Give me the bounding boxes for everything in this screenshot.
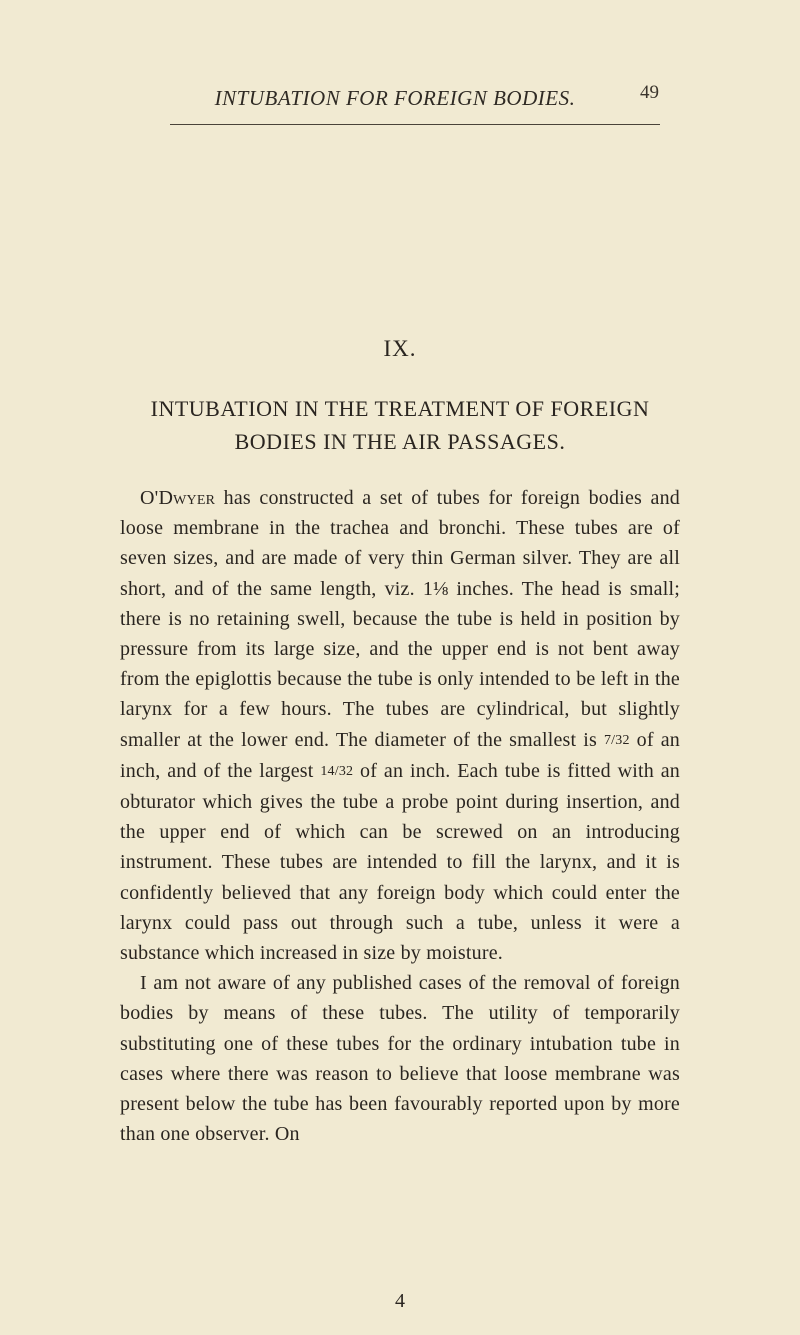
paragraph-2: I am not aware of any published cases of the removal of foreign bodies by means of these tubes. The utility of temporarily substituting one of these tubes for the ordinary intubation tube in cases where there was reason to believe that loose membrane was present below the tube has been favourably reported upon by more than one observer. On [120,972,680,1146]
header-rule [170,124,660,125]
chapter-title-line-2: BODIES IN THE AIR PASSAGES. [234,429,566,454]
body-text [120,483,680,1149]
page-number: 49 [640,82,659,103]
paragraph-1-part-c: of an inch, and of the largest [120,728,680,782]
smallest-diameter: 7/32 [603,732,630,748]
running-title: INTUBATION FOR FOREIGN BODIES. [214,86,576,110]
chapter-title [120,392,680,458]
paragraph-1-part-d: of an inch. Each tube is fitted with an obturator which gives the tube a probe point during insertion, and the upper end of which can be screwed on an introducing instrument. These tubes are intended to fill the larynx, and it is confidently believed that any foreign body which could enter the larynx could pass out through such a tube, unless it were a substance which increased in size by moisture. [120,759,680,965]
paragraph-1 [120,483,680,968]
chapter-number: IX. [383,336,417,361]
author-name: O'Dwyer [140,487,216,509]
paragraph-1-part-b: inches. The head is small; there is no retaining swell, because the tube is held in position by pressure from its large size, and the upper end is not bent away from the epiglottis because the tube is only intended to be left in the larynx for a few hours. The tubes are cylindrical, but slightly smaller at the lower end. The diameter of the smallest is [120,577,680,751]
signature-mark: 4 [395,1290,405,1312]
paragraph-1-part-a: has constructed a set of tubes for foreign bodies and loose membrane in the trachea and bronchi. These tubes are of seven sizes, and are made of very thin German silver. They are all short, and of the same length, viz. [120,487,680,600]
largest-diameter: 14/32 [320,763,354,779]
chapter-title-line-1: INTUBATION IN THE TREATMENT OF FOREIGN [150,396,650,421]
tube-length: 1⅛ [422,577,449,600]
